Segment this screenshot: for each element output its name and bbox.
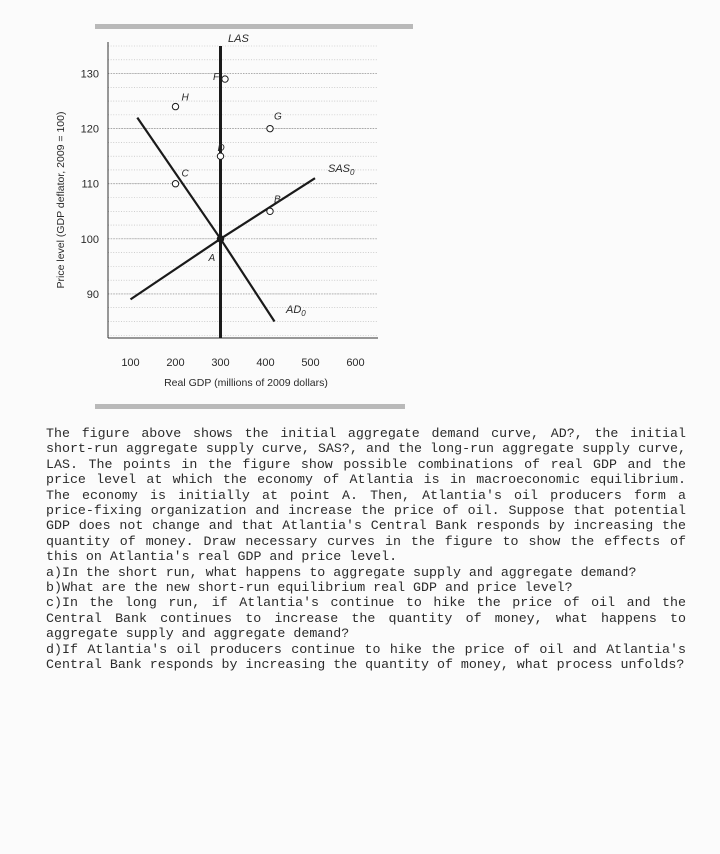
x-axis-title: Real GDP (millions of 2009 dollars) (164, 377, 328, 389)
y-tick-label: 100 (80, 233, 99, 246)
point-g (267, 125, 273, 131)
question-intro: The figure above shows the initial aggregate demand curve, AD?, the initial short-run aggregate supply curve, SAS?, and the long-run aggregate supply curve, LAS. The points in the figure show possible combinations of real GDP and the price level at which the economy of Atlantia is in macroeconomic equilibrium. The economy is initially at point A. Then, Atlantia's oil producers form a price-fixing organization and increase the price of oil. Suppose that potential GDP does not change and that Atlantia's Central Bank responds by increasing the quantity of money. Draw necessary curves in the figure to show the effects of this on Atlantia's real GDP and price level. (46, 426, 686, 565)
economic-figure (0, 0, 720, 420)
question-a: a)In the short run, what happens to aggregate supply and aggregate demand? (46, 564, 637, 580)
point-label-d: D (217, 143, 225, 155)
y-tick-label: 130 (80, 68, 99, 81)
axes (55, 42, 378, 389)
point-a (217, 236, 223, 242)
labels (182, 33, 356, 318)
x-tick-label: 600 (346, 357, 365, 369)
point-label-g: G (274, 111, 282, 123)
x-tick-label: 100 (121, 357, 140, 369)
y-axis-title: Price level (GDP deflator, 2009 = 100) (55, 111, 67, 289)
x-tick-label: 500 (301, 357, 320, 369)
point-c (172, 181, 178, 187)
question-c: c)In the long run, if Atlantia's continue to hike the price of oil and the Central Bank continues to increase the quantity of money, what happens to aggregate supply and aggregate demand? (46, 595, 686, 642)
point-f (222, 76, 228, 82)
point-label-h: H (181, 92, 189, 104)
point-h (172, 103, 178, 109)
y-tick-label: 90 (86, 288, 99, 301)
point-label-f: F (213, 72, 220, 84)
y-tick-label: 120 (80, 123, 99, 136)
curve-ad0 (137, 118, 274, 322)
point-label-c: C (181, 168, 189, 180)
curve-label-sas0: $SAS_0$ (328, 163, 355, 177)
curve-label-ad0: $AD_0$ (286, 304, 306, 318)
point-label-b: B (274, 194, 281, 206)
point-label-a: A (208, 252, 216, 264)
question-d: d)If Atlantia's oil producers continue to hike the price of oil and Atlantia's Central Bank responds by increasing the quantity of money, what process unfolds? (46, 641, 686, 673)
y-tick-label: 110 (81, 178, 99, 191)
grid (108, 46, 378, 335)
x-tick-label: 300 (211, 357, 230, 369)
x-tick-label: 400 (256, 357, 275, 369)
point-b (267, 208, 273, 214)
question-text (46, 426, 686, 673)
question-b: b)What are the new short-run equilibrium real GDP and price level? (46, 580, 573, 596)
x-tick-label: 200 (166, 357, 185, 369)
curve-label-las: LAS (228, 33, 249, 45)
